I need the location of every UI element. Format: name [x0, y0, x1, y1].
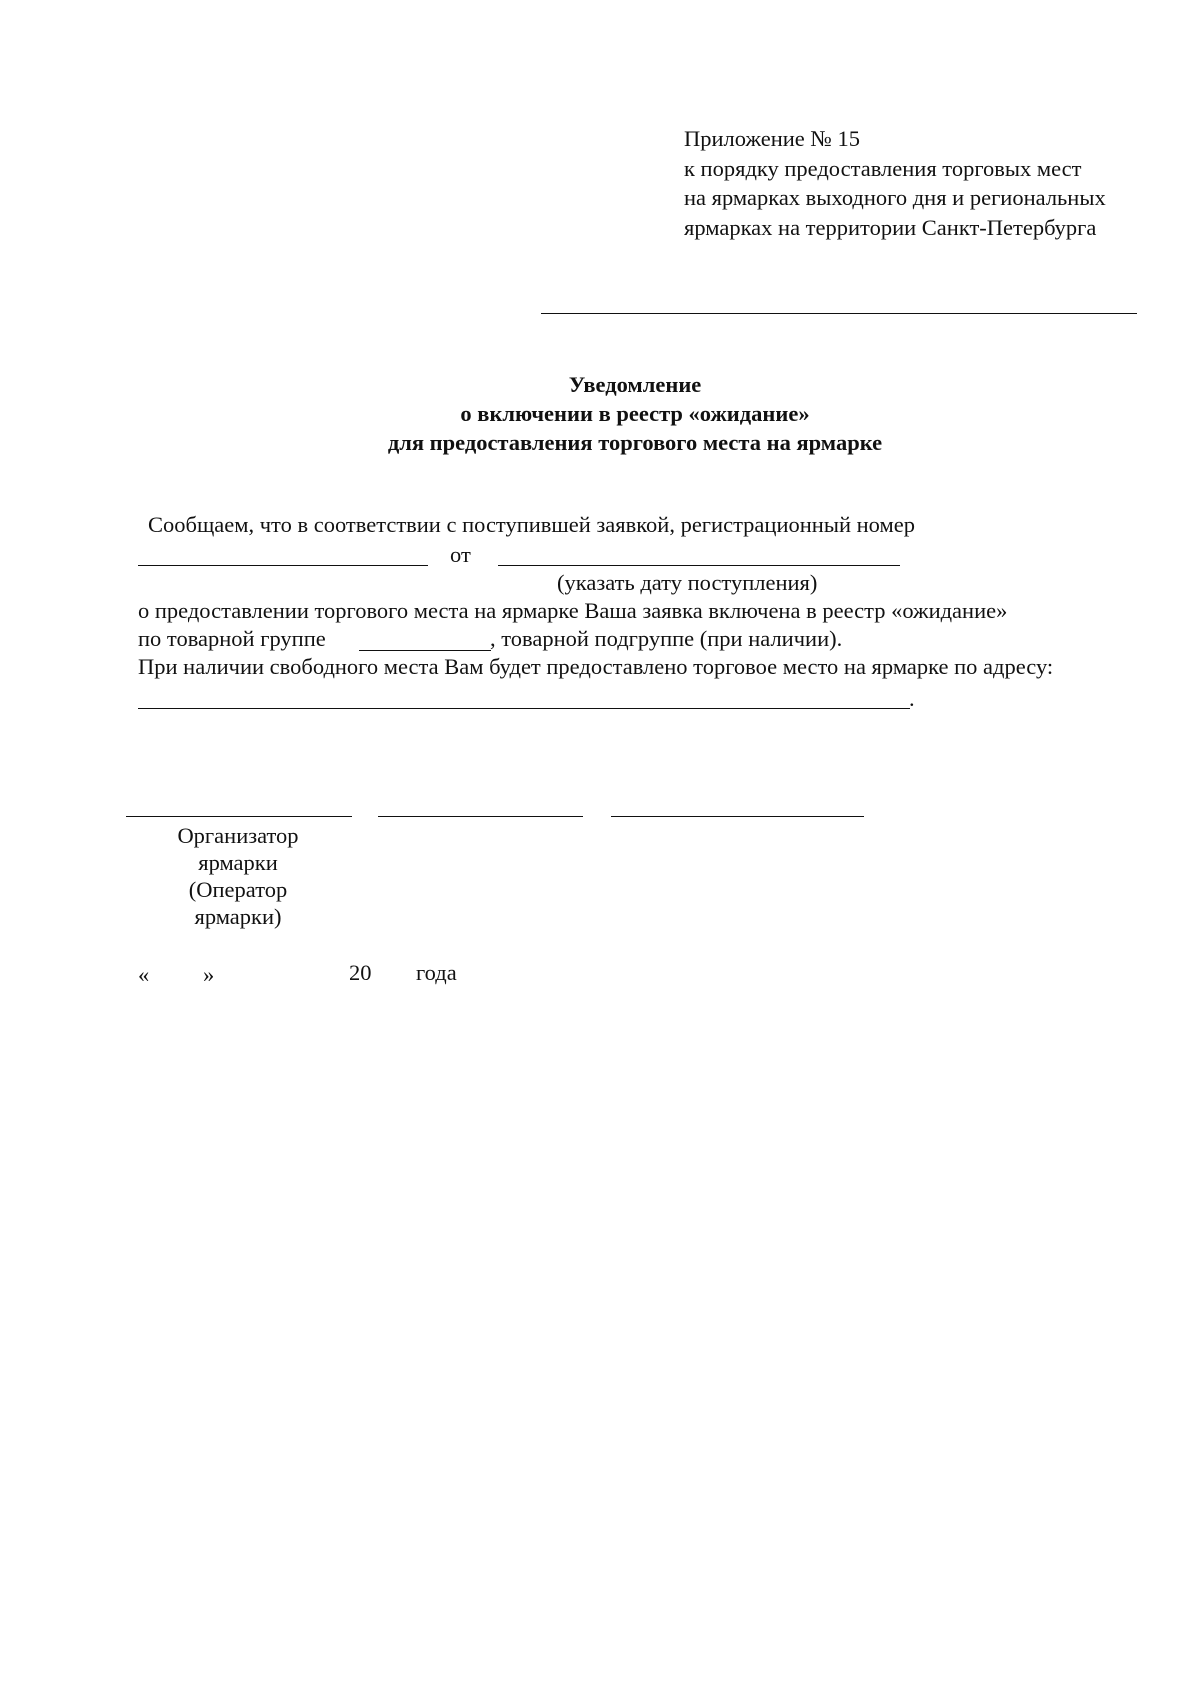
date-year-word: года [416, 960, 457, 985]
inclusion-text: о предоставлении торгового места на ярмарке Ваша заявка включена в реестр «ожидание» [138, 598, 1008, 623]
group-prefix: по товарной группе [138, 626, 326, 651]
document-subtitle-1: о включении в реестр «ожидание» [460, 401, 810, 426]
appendix-number: Приложение № 15 [684, 126, 860, 151]
organizer-caption-line-2: ярмарки [198, 850, 278, 875]
date-century: 20 [349, 960, 372, 985]
organizer-caption-line-3: (Оператор [188, 877, 288, 902]
document-subtitle-2: для предоставления торгового места на ярмарке [387, 430, 883, 455]
appendix-underline [541, 313, 1137, 314]
appendix-line-2: к порядку предоставления торговых мест [684, 155, 1082, 181]
organizer-signature-line[interactable] [126, 816, 352, 817]
document-title: Уведомление [568, 372, 702, 397]
address-field[interactable] [138, 708, 910, 709]
organizer-caption-line-4: ярмарки) [194, 904, 282, 929]
signature-line[interactable] [378, 816, 583, 817]
appendix-line-4: ярмарках на территории Санкт-Петербурга [684, 214, 1097, 240]
organizer-caption [168, 822, 308, 930]
free-place-text: При наличии свободного места Вам будет предоставлено торговое место на ярмарке по адресу: [138, 654, 1054, 679]
date-close-quote: » [203, 962, 215, 987]
name-line[interactable] [611, 816, 864, 817]
intro-text: Сообщаем, что в соответствии с поступившей заявкой, регистрационный номер [148, 512, 915, 537]
from-word: от [450, 542, 471, 567]
appendix-line-3: на ярмарках выходного дня и региональных [684, 185, 1106, 210]
registration-number-field[interactable] [138, 565, 428, 566]
organizer-caption-line-1: Организатор [177, 823, 299, 848]
product-group-field[interactable] [359, 650, 491, 651]
address-period: . [909, 686, 915, 711]
receipt-date-field[interactable] [498, 565, 900, 566]
appendix-header [684, 124, 1106, 242]
group-suffix: , товарной подгруппе (при наличии). [490, 626, 843, 651]
date-open-quote: « [138, 962, 150, 987]
date-hint: (указать дату поступления) [557, 570, 818, 595]
